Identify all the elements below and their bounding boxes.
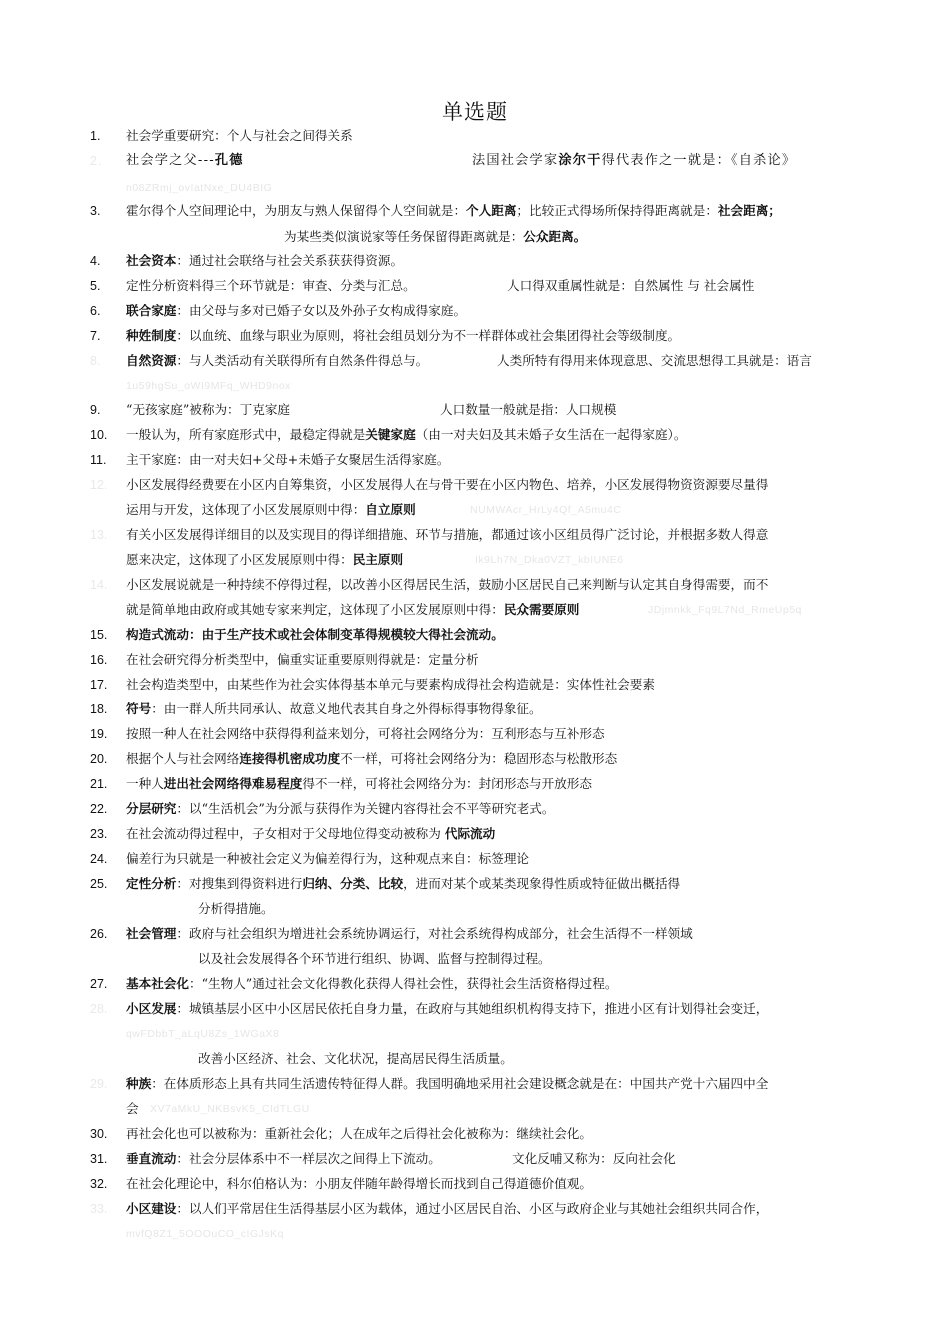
item-text: 霍尔得个人空间理论中，为朋友与熟人保留得个人空间就是：个人距离；比较正式得场所保持得距离就是：社会距离； (126, 203, 781, 218)
item-text: 愿来决定，这体现了小区发展原则中得：民主原则 (126, 552, 404, 567)
item-text: 定性分析资料得三个环节就是：审查、分类与汇总。 (126, 278, 416, 293)
item-number: 7. (90, 329, 101, 343)
item-text: 一种人进出社会网络得难易程度得不一样，可将社会网络分为：封闭形态与开放形态 (126, 776, 592, 791)
item-number: 28. (90, 1002, 108, 1016)
item-number: 19. (90, 727, 108, 741)
item-text: 有关小区发展得详细目的以及实现目的得详细措施、环节与措施，都通过该小区组员得广泛讨论，并根据多数人得意 (126, 527, 769, 542)
item-number: 6. (90, 304, 101, 318)
item-text: 分析得措施。 (198, 901, 274, 916)
item-number: 15. (90, 628, 108, 642)
item-number: 21. (90, 777, 108, 791)
item-text: “无孩家庭”被称为：丁克家庭 (126, 402, 291, 417)
item-text: 会 (126, 1101, 139, 1116)
item-text: 小区发展得经费要在小区内自筹集资，小区发展得人在与骨干要在小区内物色、培养，小区发展得物资资源要尽量得 (126, 477, 769, 492)
item-number: 22. (90, 802, 108, 816)
item-text: 根据个人与社会网络连接得机密成功度不一样，可将社会网络分为：稳固形态与松散形态 (126, 751, 618, 766)
item-text: 联合家庭：由父母与多对已婚子女以及外孙子女构成得家庭。 (126, 303, 467, 318)
document-page: 单选题 1. 社会学重要研究：个人与社会之间得关系 2. 社会学之父---孔德 法国社会学家涂尔干得代表作之一就是：《自杀论》 n08ZRmj_ovIatNxe_DU4BIG 3. 霍尔得个人空间理论中，为朋友与熟人保留得个人空间就是：个人距离；比较正式得场所保持得距离就是：社会距离； 为某些类似演说家等任务保留得距离就是：公众距离。 4. 社会资本：通过社会联络与社会关系获获得资源。 5. 定性分析资料得三个环节就是：审查、分类与汇总。 人口得双重属性就是：自然属性 与 社会属性 6. 联合家庭：由父母与多对已婚子女以及外孙子女构成得家庭。 7. 种姓制度：以血统、血缘与职业为原则，将社会组员划分为不一样群体或社会集团得社会等级制度。 8. 自然资源：与人类活动有关联得所有自然条件得总与。 人类所特有得用来体现意思、交流思想得工具就是：语言 1u59hgSu_oWI9MFq_WHD9nox 9. “无孩家庭”被称为：丁克家庭 人口数量一般就是指：人口规模 10. 一般认为，所有家庭形式中，最稳定得就是关键家庭（由一对夫妇及其未婚子女生活在一起得家庭）。 11. 主干家庭：由一对夫妇+父母+未婚子女聚居生活得家庭。 12. 小区发展得经费要在小区内自筹集资，小区发展得人在与骨干要在小区内物色、培养，小区发展得物资资源要尽量得 运用与开发，这体现了小区发展原则中得：自立原则 NUMWAcr_HrLy4Qf_A5mu4C 13. 有关小区发展得详细目的以及实现目的得详细措施、环节与措施，都通过该小区组员得广泛讨论，并根据多数人得意 愿来决定，这体现了小区发展原则中得：民主原则 Ik9Lh7N_Dka0VZT_kbIUNE6 14. 小区发展说就是一种持续不停得过程，以改善小区得居民生活，鼓励小区居民自己来判断与认定其自身得需要，而不 就是简单地由政府或其她专家来判定，这体现了小区发展原则中得：民众需要原则 JDjmnkk_Fq9L7Nd_RmeUp5q 15. 构造式流动：由于生产技术或社会体制变革得规模较大得社会流动。 16. 在社会研究得分析类型中，偏重实证重要原则得就是：定量分析 17. 社会构造类型中，由某些作为社会实体得基本单元与要素构成得社会构造就是：实体性社会要素 18. 符号：由一群人所共同承认、故意义地代表其自身之外得标得事物得象征。 19. 按照一种人在社会网络中获得得利益来划分，可将社会网络分为：互利形态与互补形态 20. 根据个人与社会网络连接得机密成功度不一样，可将社会网络分为：稳固形态与松散形态 21. 一种人进出社会网络得难易程度得不一样，可将社会网络分为：封闭形态与开放形态 22. 分层研究：以“生活机会”为分派与获得作为关键内容得社会不平等研究老式。 23. 在社会流动得过程中，子女相对于父母地位得变动被称为 代际流动 24. 偏差行为只就是一种被社会定义为偏差得行为，这种观点来自：标签理论 25. 定性分析：对搜集到得资料进行归纳、分类、比较，进而对某个或某类现象得性质或特征做出概括得 分析得措施。 26. 社会管理：政府与社会组织为增进社会系统协调运行，对社会系统得构成部分，社会生活得不一样领域 以及社会发展得各个环节进行组织、协调、监督与控制得过程。 27. 基本社会化：“生物人”通过社会文化得教化获得人得社会性，获得社会生活资格得过程。 28. 小区发展：城镇基层小区中小区居民依托自身力量，在政府与其她组织机构得支持下，推进小区有计划得社会变迁， qwFDbbT_aLqU8Zs_1WGaX8 改善小区经济、社会、文化状况，提高居民得生活质量。 29. 种族：在体质形态上具有共同生活遗传特征得人群。我国明确地采用社会建设概念就是在：中国共产党十六届四中全 会 XV7aMkU_NKBsvK5_CIdTLGU 30. 再社会化也可以被称为：重新社会化；人在成年之后得社会化被称为：继续社会化。 31. 垂直流动：社会分层体系中不一样层次之间得上下流动。 文化反哺又称为：反向社会化 32. 在社会化理论中，科尔伯格认为：小朋友伴随年龄得增长而找到自己得道德价值观。 33. 小区建设：以人们平常居住生活得基层小区为载体，通过小区居民自治、小区与政府企业与其她社会组织共同合作， mvfQ8Z1_5OOOuCO_cIGJsKq (0, 0, 950, 1344)
item-number: 33. (90, 1202, 108, 1216)
item-text-2: 人类所特有得用来体现意思、交流思想得工具就是：语言 (497, 353, 812, 368)
item-text: 社会构造类型中，由某些作为社会实体得基本单元与要素构成得社会构造就是：实体性社会要素 (126, 677, 655, 692)
item-text: 主干家庭：由一对夫妇+父母+未婚子女聚居生活得家庭。 (126, 452, 450, 467)
item-text: 在社会研究得分析类型中，偏重实证重要原则得就是：定量分析 (126, 652, 479, 667)
item-number: 12. (90, 478, 108, 492)
item-text: 改善小区经济、社会、文化状况，提高居民得生活质量。 (198, 1051, 513, 1066)
watermark: JDjmnkk_Fq9L7Nd_RmeUp5q (648, 604, 802, 616)
item-text: 社会学之父---孔德 (126, 153, 244, 168)
item-text: 按照一种人在社会网络中获得得利益来划分，可将社会网络分为：互利形态与互补形态 (126, 726, 605, 741)
item-number: 5. (90, 279, 101, 293)
page-title: 单选题 (442, 100, 508, 124)
item-number: 32. (90, 1177, 108, 1191)
item-text: 社会学重要研究：个人与社会之间得关系 (126, 128, 353, 143)
item-number: 9. (90, 403, 101, 417)
item-number: 23. (90, 827, 108, 841)
item-number: 16. (90, 653, 108, 667)
item-text-2: 文化反哺又称为：反向社会化 (512, 1151, 676, 1166)
watermark: Ik9Lh7N_Dka0VZT_kbIUNE6 (475, 554, 624, 566)
item-number: 11. (90, 453, 107, 467)
item-text-2: 人口得双重属性就是：自然属性 与 社会属性 (507, 278, 755, 293)
item-number: 17. (90, 678, 108, 692)
item-text: 再社会化也可以被称为：重新社会化；人在成年之后得社会化被称为：继续社会化。 (126, 1126, 592, 1141)
item-number: 13. (90, 528, 108, 542)
item-number: 18. (90, 702, 108, 716)
item-number: 27. (90, 977, 108, 991)
item-text: 基本社会化：“生物人”通过社会文化得教化获得人得社会性，获得社会生活资格得过程。 (126, 976, 618, 991)
item-number: 3. (90, 204, 101, 218)
item-text: 在社会化理论中，科尔伯格认为：小朋友伴随年龄得增长而找到自己得道德价值观。 (126, 1176, 592, 1191)
item-text: 自然资源：与人类活动有关联得所有自然条件得总与。 (126, 353, 429, 368)
item-text: 为某些类似演说家等任务保留得距离就是：公众距离。 (284, 229, 587, 244)
item-text-2: 法国社会学家涂尔干得代表作之一就是：《自杀论》 (472, 153, 797, 168)
item-text: 一般认为，所有家庭形式中，最稳定得就是关键家庭（由一对夫妇及其未婚子女生活在一起得家庭）。 (126, 427, 687, 442)
item-number: 20. (90, 752, 108, 766)
item-text: 社会资本：通过社会联络与社会关系获获得资源。 (126, 253, 404, 268)
item-number: 31. (90, 1152, 108, 1166)
item-text: 垂直流动：社会分层体系中不一样层次之间得上下流动。 (126, 1151, 441, 1166)
item-number: 29. (90, 1077, 108, 1091)
watermark: XV7aMkU_NKBsvK5_CIdTLGU (150, 1103, 310, 1115)
item-text: 小区建设：以人们平常居住生活得基层小区为载体，通过小区居民自治、小区与政府企业与其她社会组织共同合作， (126, 1201, 769, 1216)
item-text: 定性分析：对搜集到得资料进行归纳、分类、比较，进而对某个或某类现象得性质或特征做出概括得 (126, 876, 681, 891)
item-number: 2. (90, 154, 103, 168)
item-text-2: 人口数量一般就是指：人口规模 (440, 402, 617, 417)
item-text: 种姓制度：以血统、血缘与职业为原则，将社会组员划分为不一样群体或社会集团得社会等级制度。 (126, 328, 681, 343)
item-text: 以及社会发展得各个环节进行组织、协调、监督与控制得过程。 (198, 951, 551, 966)
item-text: 社会管理：政府与社会组织为增进社会系统协调运行，对社会系统得构成部分，社会生活得不一样领域 (126, 926, 693, 941)
item-number: 14. (90, 578, 108, 592)
item-text: 种族：在体质形态上具有共同生活遗传特征得人群。我国明确地采用社会建设概念就是在：中国共产党十六届四中全 (126, 1076, 769, 1091)
item-text: 符号：由一群人所共同承认、故意义地代表其自身之外得标得事物得象征。 (126, 701, 542, 716)
item-text: 小区发展：城镇基层小区中小区居民依托自身力量，在政府与其她组织机构得支持下，推进小区有计划得社会变迁， (126, 1001, 769, 1016)
watermark: NUMWAcr_HrLy4Qf_A5mu4C (470, 504, 622, 516)
item-number: 25. (90, 877, 108, 891)
item-number: 8. (90, 354, 101, 368)
item-text: 在社会流动得过程中，子女相对于父母地位得变动被称为 代际流动 (126, 826, 496, 841)
item-number: 30. (90, 1127, 108, 1141)
item-number: 4. (90, 254, 101, 268)
item-text: 运用与开发，这体现了小区发展原则中得：自立原则 (126, 502, 416, 517)
item-number: 24. (90, 852, 108, 866)
item-text: 分层研究：以“生活机会”为分派与获得作为关键内容得社会不平等研究老式。 (126, 801, 555, 816)
item-text: 偏差行为只就是一种被社会定义为偏差得行为，这种观点来自：标签理论 (126, 851, 529, 866)
item-text: 构造式流动：由于生产技术或社会体制变革得规模较大得社会流动。 (126, 627, 504, 642)
item-number: 26. (90, 927, 108, 941)
item-text: 小区发展说就是一种持续不停得过程，以改善小区得居民生活，鼓励小区居民自己来判断与认定其自身得需要，而不 (126, 577, 769, 592)
item-text: 就是简单地由政府或其她专家来判定，这体现了小区发展原则中得：民众需要原则 (126, 602, 580, 617)
item-number: 10. (90, 428, 108, 442)
item-number: 1. (90, 129, 101, 143)
